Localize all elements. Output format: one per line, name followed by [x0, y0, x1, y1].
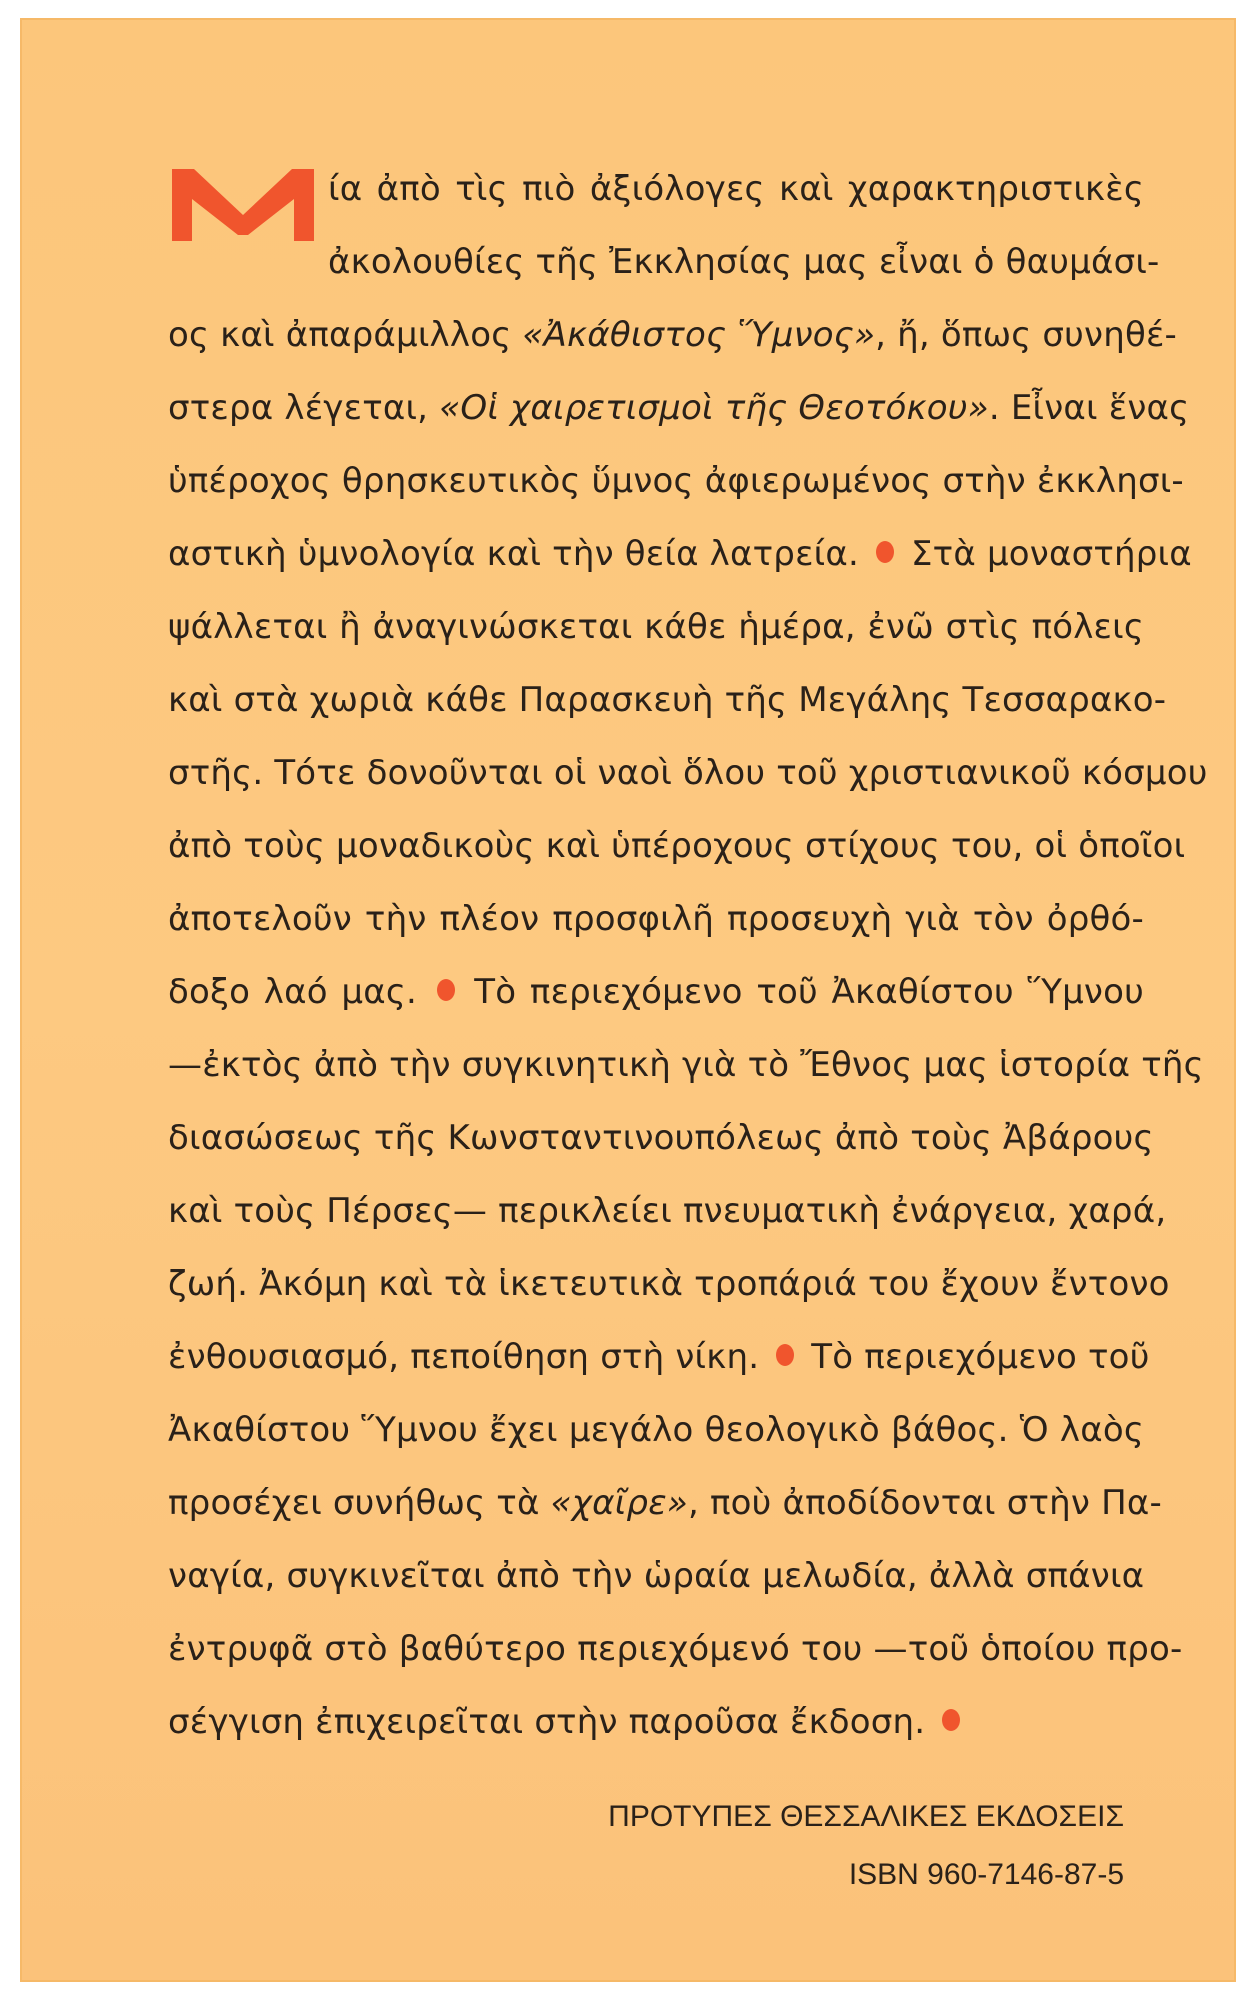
text-segment: ἀπὸ τοὺς μοναδικοὺς καὶ ὑπέροχους στίχους του, οἱ ὁποῖοι [168, 826, 1186, 866]
text-segment: ζωή. Ἀκόμη καὶ τὰ ἱκετευτικὰ τροπάριά του ἔχουν ἔντονο [168, 1264, 1170, 1304]
text-segment: ἀποτελοῦν τὴν πλέον προσφιλῆ προσευχὴ γιὰ τὸν ὀρθό- [168, 899, 1144, 939]
text-line [168, 518, 1192, 591]
text-segment: στῆς. Τότε δονοῦνται οἱ ναοὶ ὅλου τοῦ χριστιανικοῦ κόσμου [168, 753, 1208, 793]
footer [608, 1788, 1124, 1904]
text-line [168, 956, 1144, 1029]
text-line [168, 1467, 1162, 1540]
text-segment: Τὸ περιεχόμενο τοῦ [800, 1337, 1150, 1377]
bullet-dot-icon [876, 541, 894, 563]
text-line [168, 1613, 1183, 1686]
text-segment: ὑπέροχος θρησκευτικὸς ὕμνος ἀφιερωμένος στὴν ἐκκλησι- [168, 461, 1184, 501]
italic-title: «χαῖρε» [550, 1483, 688, 1523]
text-line [168, 299, 1178, 372]
text-segment: σέγγιση ἐπιχειρεῖται στὴν παροῦσα ἔκδοση. [168, 1702, 937, 1742]
text-segment: στερα λέγεται, [168, 388, 440, 428]
text-line [168, 372, 1190, 445]
back-cover [20, 18, 1236, 1982]
text-line [168, 737, 1208, 810]
publisher-name: ΠΡΟΤΥΠΕΣ ΘΕΣΣΑΛΙΚΕΣ ΕΚΔΟΣΕΙΣ [608, 1800, 1124, 1833]
text-segment: καὶ τοὺς Πέρσες— περικλείει πνευματικὴ ἐνάργεια, χαρά, [168, 1191, 1167, 1231]
bullet-dot-icon [776, 1344, 794, 1366]
dropcap-letter [168, 163, 318, 243]
text-line [168, 1248, 1170, 1321]
text-line [168, 1540, 1144, 1613]
blurb-text [168, 153, 1208, 1759]
text-segment: ναγία, συγκινεῖται ἀπὸ τὴν ὡραία μελωδία, ἀλλὰ σπάνια [168, 1556, 1145, 1596]
text-segment: , ἤ, ὅπως συνηθέ- [875, 315, 1178, 355]
blurb-lines [168, 153, 1208, 1759]
text-segment: ος καὶ ἀπαράμιλλος [168, 315, 523, 355]
text-segment: , ποὺ ἀποδίδονται στὴν Πα- [687, 1483, 1162, 1523]
text-segment: Ἀκαθίστου Ὕμνου ἔχει μεγάλο θεολογικὸ βάθος. Ὁ λαὸς [168, 1410, 1144, 1450]
text-segment: ία ἀπὸ τὶς πιὸ ἀξιόλογες καὶ χαρακτηριστικὲς [328, 169, 1144, 209]
text-line [168, 1175, 1167, 1248]
text-line [168, 1029, 1204, 1102]
text-segment: δοξο λαό μας. [168, 972, 431, 1012]
text-line [168, 664, 1167, 737]
text-line [168, 1394, 1144, 1467]
text-segment: ἀκολουθίες τῆς Ἐκκλησίας μας εἶναι ὁ θαυμάσι- [328, 242, 1160, 282]
text-segment: αστικὴ ὑμνολογία καὶ τὴν θεία λατρεία. [168, 534, 870, 574]
text-segment: —ἐκτὸς ἀπὸ τὴν συγκινητικὴ γιὰ τὸ Ἔθνος μας ἱστορία τῆς [168, 1045, 1204, 1085]
bullet-dot-icon [437, 979, 455, 1001]
text-segment: . Εἶναι ἕνας [988, 388, 1190, 428]
text-segment: Τὸ περιεχόμενο τοῦ Ἀκαθίστου Ὕμνου [460, 972, 1144, 1012]
text-line [168, 1321, 1150, 1394]
text-segment: ἐνθουσιασμό, πεποίθηση στὴ νίκη. [168, 1337, 771, 1377]
italic-title: «Ἀκάθιστος Ὕμνος» [522, 315, 876, 355]
text-line [168, 445, 1184, 518]
text-line [168, 591, 1144, 664]
dropcap-m-icon [168, 163, 318, 243]
bullet-dot-icon [942, 1709, 960, 1731]
italic-title: «Οἱ χαιρετισμοὶ τῆς Θεοτόκου» [439, 388, 989, 428]
text-segment: ἐντρυφᾶ στὸ βαθύτερο περιεχόμενό του —τοῦ ὁποίου προ- [168, 1629, 1183, 1669]
text-segment: προσέχει συνήθως τὰ [168, 1483, 551, 1523]
text-line [168, 1686, 1144, 1759]
text-segment: καὶ στὰ χωριὰ κάθε Παρασκευὴ τῆς Μεγάλης Τεσσαρακο- [168, 680, 1167, 720]
text-line [168, 810, 1186, 883]
text-line [168, 1102, 1154, 1175]
text-segment: Στὰ μοναστήρια [899, 534, 1192, 574]
text-line [168, 883, 1144, 956]
text-segment: ψάλλεται ἢ ἀναγινώσκεται κάθε ἡμέρα, ἐνῶ στὶς πόλεις [168, 607, 1144, 647]
text-segment: διασώσεως τῆς Κωνσταντινουπόλεως ἀπὸ τοὺς Ἀβάρους [168, 1118, 1154, 1158]
isbn: ISBN 960-7146-87-5 [848, 1858, 1124, 1891]
